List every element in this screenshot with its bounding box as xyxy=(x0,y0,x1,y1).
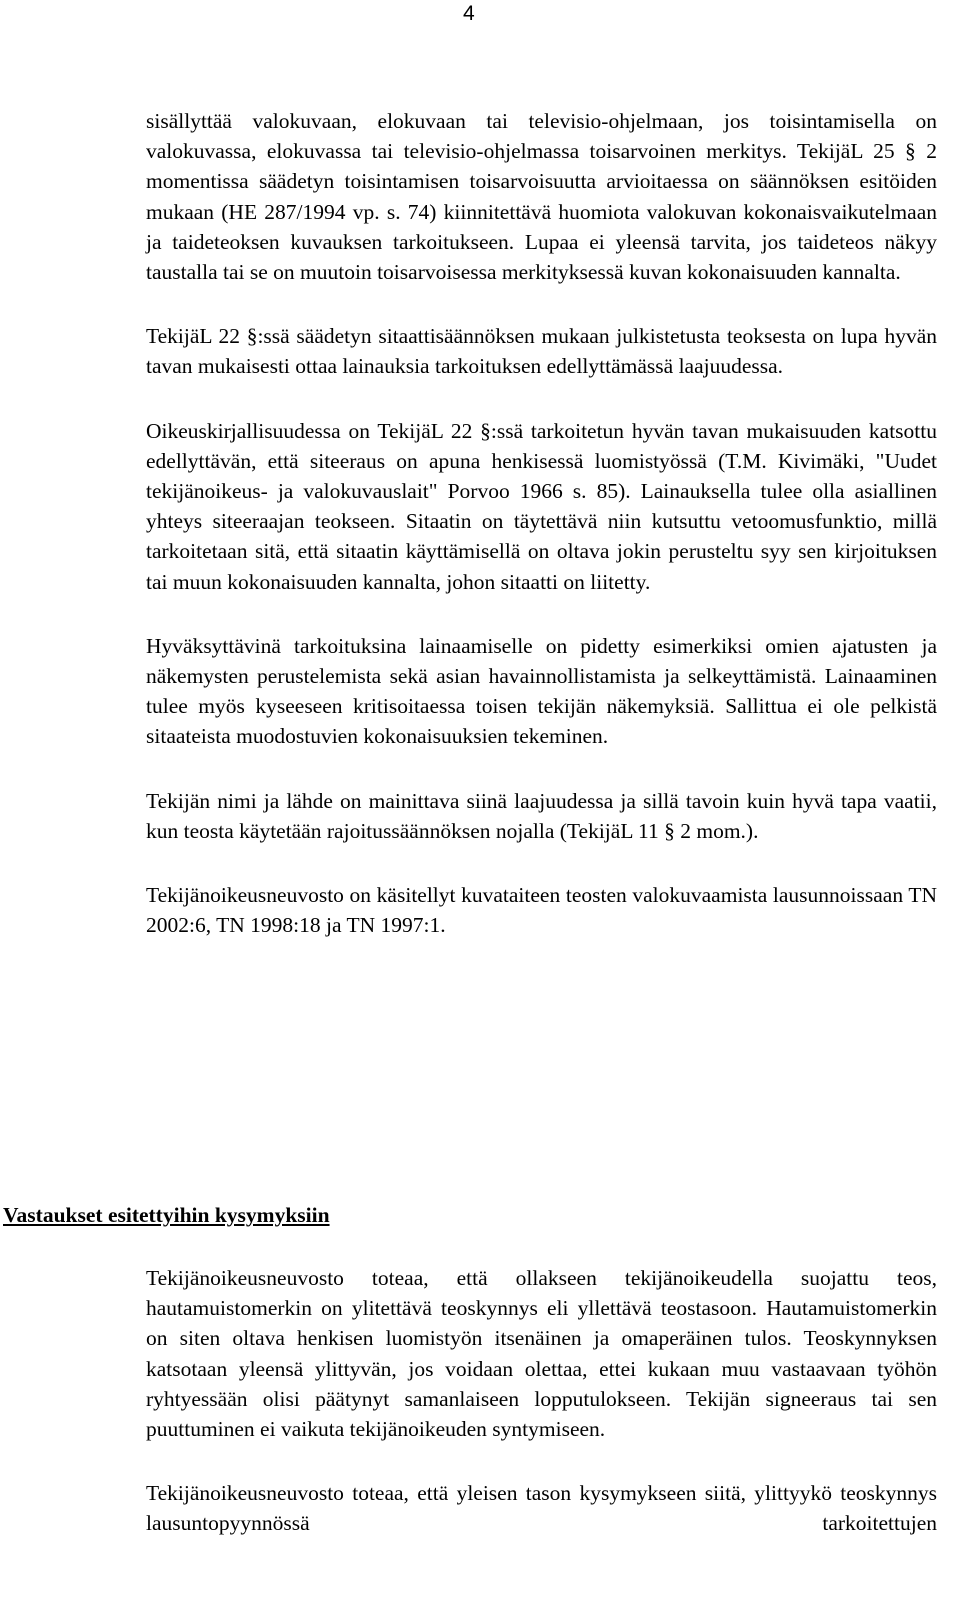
paragraph: sisällyttää valokuvaan, elokuvaan tai televisio-ohjelmaan, jos toisintamisella on valokuvassa, elokuvassa tai televisio-ohjelmassa toisarvoinen merkitys. TekijäL 25 § 2 momentissa säädetyn toisintamisen toisarvoisuutta arvioitaessa on säännöksen esitöiden mukaan (HE 287/1994 vp. s. 74) kiinnitettävä huomiota valokuvan kokonaisvaikutelmaan ja taideteoksen kuvauksen tarkoitukseen. Lupaa ei yleensä tarvita, jos taideteos näkyy taustalla tai se on muutoin toisarvoisessa merkityksessä kuvan kokonaisuuden kannalta. xyxy=(146,109,937,285)
paragraph: Tekijänoikeusneuvosto toteaa, että yleisen tason kysymykseen siitä, ylittyykö teoskynnys lausuntopyynnössä tarkoitettujen xyxy=(146,1481,937,1536)
body-text-bottom xyxy=(146,1263,937,1573)
paragraph: Oikeuskirjallisuudessa on TekijäL 22 §:ssä tarkoitetun hyvän tavan mukaisuuden katsottu edellyttävän, että siteeraus on apuna henkisessä luomistyössä (T.M. Kivimäki, "Uudet tekijänoikeus- ja valokuvauslait" Porvoo 1966 s. 85). Lainauksella tulee olla asiallinen yhteys siteeraajan teokseen. Sitaatin on täytettävä niin kutsuttu vetoomusfunktio, millä tarkoitetaan sitä, että sitaatin käyttämisellä on oltava jokin perusteltu syy sen kirjoituksen tai muun kokonaisuuden kannalta, johon sitaatti on liitetty. xyxy=(146,418,937,594)
paragraph: Tekijänoikeusneuvosto toteaa, että ollakseen tekijänoikeudella suojattu teos, hautamuistomerkin on ylitettävä teoskynnys eli yllettävä teostasoon. Hautamuistomerkin on siten oltava henkisen luomistyön itsenäinen ja omaperäinen tulos. Teoskynnyksen katsotaan yleensä ylittyvän, jos voidaan olettaa, ettei kukaan muu vastaavaan työhön ryhtyessään olisi päätynyt samanlaiseen lopputulokseen. Tekijän signeeraus tai sen puuttuminen ei vaikuta tekijänoikeuden syntymiseen. xyxy=(146,1266,937,1442)
section-heading: Vastaukset esitettyihin kysymyksiin xyxy=(3,1203,330,1227)
page-number: 4 xyxy=(463,2,475,25)
paragraph: Tekijänoikeusneuvosto on käsitellyt kuvataiteen teosten valokuvaamista lausunnoissaan TN 2002:6, TN 1998:18 ja TN 1997:1. xyxy=(146,883,937,938)
body-text-top xyxy=(146,106,937,974)
paragraph: TekijäL 22 §:ssä säädetyn sitaattisäännöksen mukaan julkistetusta teoksesta on lupa hyvän tavan mukaisesti ottaa lainauksia tarkoituksen edellyttämässä laajuudessa. xyxy=(146,324,937,379)
paragraph: Hyväksyttävinä tarkoituksina lainaamiselle on pidetty esimerkiksi omien ajatusten ja näkemysten perustelemista sekä asian havainnollistamista ja selkeyttämistä. Lainaaminen tulee myös kyseeseen kritisoitaessa toisen tekijän näkemyksiä. Sallittua ei ole pelkistä sitaateista muodostuvien kokonaisuuksien tekeminen. xyxy=(146,633,937,749)
paragraph: Tekijän nimi ja lähde on mainittava siinä laajuudessa ja sillä tavoin kuin hyvä tapa vaatii, kun teosta käytetään rajoitussäännöksen nojalla (TekijäL 11 § 2 mom.). xyxy=(146,788,937,843)
